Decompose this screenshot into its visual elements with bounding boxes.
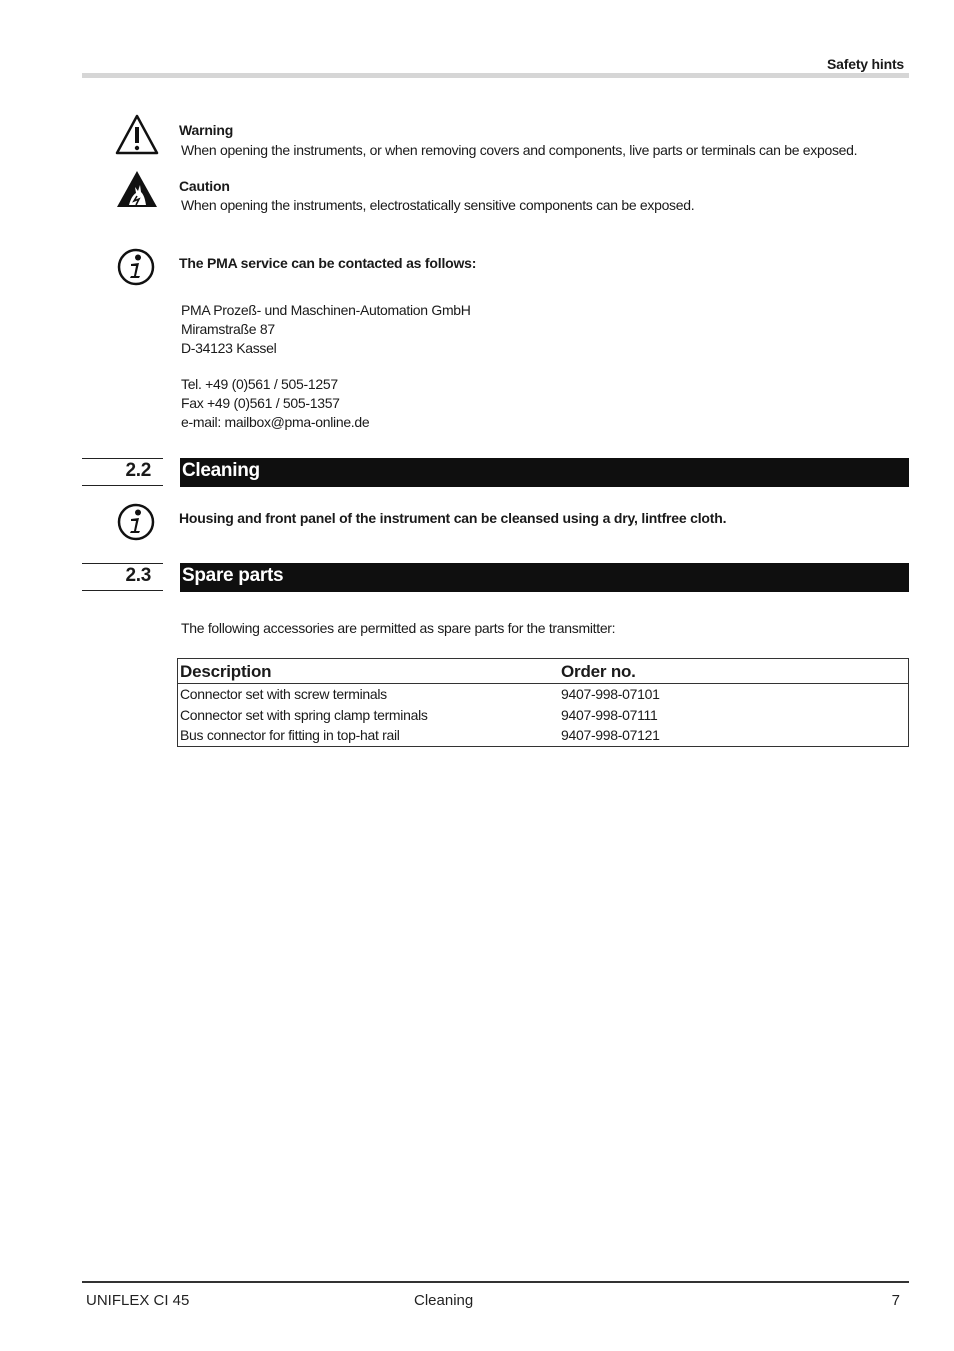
page-number: 7	[891, 1292, 900, 1309]
esd-caution-icon	[115, 168, 159, 212]
caution-title: Caution	[179, 178, 230, 194]
running-header: Safety hints	[827, 56, 904, 72]
section-number-box	[82, 563, 163, 591]
cleaning-note: Housing and front panel of the instrument can be cleansed using a dry, lintfree cloth.	[179, 510, 727, 526]
section-number: 2.2	[125, 460, 151, 481]
fax-line: Fax +49 (0)561 / 505-1357	[181, 394, 340, 411]
section-number: 2.3	[125, 565, 151, 586]
section-heading: Spare parts	[182, 565, 284, 586]
header-rule	[82, 73, 909, 78]
table-row	[178, 705, 909, 726]
order-no-cell: 9407-998-07101	[561, 686, 660, 703]
order-no-cell: 9407-998-07111	[561, 706, 658, 723]
warning-triangle-icon	[115, 113, 159, 157]
footer-product: UNIFLEX CI 45	[86, 1292, 190, 1309]
description-cell: Connector set with screw terminals	[180, 686, 387, 703]
service-contact	[181, 375, 369, 431]
column-header-description: Description	[178, 659, 560, 684]
warning-text: When opening the instruments, or when removing covers and components, live parts or terminals can be exposed.	[181, 142, 858, 158]
table-header-row	[178, 659, 909, 684]
section-heading: Cleaning	[182, 460, 260, 481]
table-row	[178, 684, 909, 705]
address-line: Miramstraße 87	[181, 320, 275, 337]
description-cell: Connector set with spring clamp terminals	[180, 706, 428, 723]
phone-line: Tel. +49 (0)561 / 505-1257	[181, 376, 338, 392]
address-line: D-34123 Kassel	[181, 339, 277, 356]
spare-parts-intro: The following accessories are permitted as spare parts for the transmitter:	[181, 620, 616, 636]
order-no-cell: 9407-998-07121	[561, 727, 660, 744]
warning-title: Warning	[179, 122, 234, 138]
service-address	[181, 301, 471, 357]
service-title: The PMA service can be contacted as follows:	[179, 255, 477, 271]
section-heading-bar	[180, 458, 909, 487]
info-icon	[115, 245, 159, 289]
email-line: e-mail: mailbox@pma-online.de	[181, 413, 370, 430]
description-cell: Bus connector for fitting in top-hat rail	[180, 727, 400, 744]
column-header-order-no: Order no.	[559, 659, 909, 684]
caution-text: When opening the instruments, electrostatically sensitive components can be exposed.	[181, 197, 695, 213]
footer-section: Cleaning	[414, 1292, 474, 1309]
section-heading-bar	[180, 563, 909, 592]
spare-parts-table	[177, 658, 909, 747]
table-row	[178, 725, 909, 746]
section-number-box	[82, 458, 163, 486]
footer-rule	[82, 1281, 909, 1283]
info-icon	[115, 500, 159, 544]
address-line: PMA Prozeß- und Maschinen-Automation GmbH	[181, 302, 471, 318]
